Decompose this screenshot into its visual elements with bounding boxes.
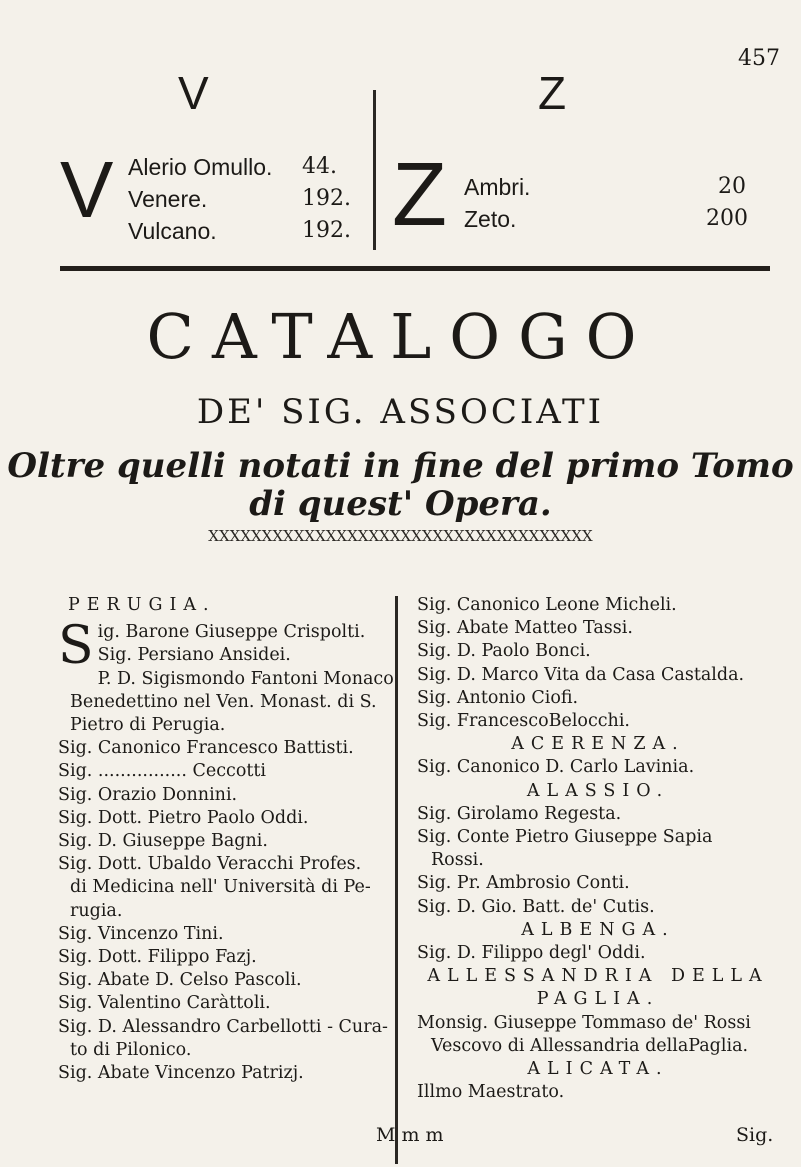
italic-line-2: di quest' Opera. [249,484,552,524]
entry-line: Sig. D. Alessandro Carbellotti - Cura- [58,1016,388,1037]
dropcap-v: V [60,145,114,234]
entry-line: Sig. Girolamo Regesta. [417,803,622,824]
entry-line: P. D. Sigismondo Fantoni Monaco [97,668,394,689]
italic-line-1: Oltre quelli notati in fine del primo Tomo [7,446,794,486]
city-heading: ALICATA. [527,1059,669,1080]
entry-line: Vescovo di Allessandria dellaPaglia. [431,1035,749,1056]
v-entry-name: Venere. [128,186,208,212]
page-number: 457 [738,46,780,71]
z-entry-value: 20 [718,174,746,199]
left-column [58,594,394,1085]
entry-line: Sig. D. Marco Vita da Casa Castalda. [417,664,745,685]
entry-line: Sig. D. Gio. Batt. de' Cutis. [417,896,655,917]
entry-line: Pietro di Perugia. [70,715,226,736]
page-subtitle: DE' SIG. ASSOCIATI [196,392,605,432]
entry-line: di Medicina nell' Università di Pe- [70,877,371,898]
z-entry-value: 200 [706,206,748,231]
column-divider [395,596,398,1164]
entry-line: Sig. Canonico D. Carlo Lavinia. [417,757,695,778]
entry-line: Sig. Abate D. Celso Pascoli. [58,970,302,991]
entry-line: Sig. D. Filippo degl' Oddi. [417,943,646,964]
first-entry [58,616,376,677]
entry-line: ig. Barone Giuseppe Crispolti. [97,622,366,643]
header-rule [60,266,770,271]
section-letter-v: V [178,67,209,119]
entry-line: Illmo Maestrato. [417,1082,565,1103]
signature-mark: M m m [376,1124,444,1146]
section-letter-z: Z [538,67,567,119]
v-entry-value: 192. [302,218,351,243]
entry-line: Sig. Antonio Ciofi. [417,687,579,708]
entry-line: Sig. Pr. Ambrosio Conti. [417,873,630,894]
v-entry-name: Vulcano. [128,218,217,244]
entry-line: Rossi. [431,850,484,871]
entry-line: Sig. Abate Vincenzo Patrizj. [58,1063,304,1084]
page-title: CATALOGO [146,300,655,373]
dropcap-z: Z [392,145,447,245]
city-heading: PERUGIA. [68,595,216,615]
entry-line: Sig. FrancescoBelocchi. [417,711,630,732]
dropcap-s: S [58,616,94,677]
city-heading: ACERENZA. [511,734,685,755]
entry-line: Sig. Orazio Donnini. [58,784,238,805]
entry-line: Sig. Dott. Ubaldo Veracchi Profes. [58,854,362,875]
v-entry-name: Alerio Omullo. [128,154,273,180]
entry-line: Sig. Dott. Filippo Fazj. [58,947,257,968]
city-heading: ALLESSANDRIA DELLA [427,966,769,987]
entry-line: Sig. D. Paolo Bonci. [417,641,591,662]
right-column [417,594,779,1104]
entry-line: Sig. Abate Matteo Tassi. [417,618,633,639]
v-entry-value: 44. [302,154,337,179]
entry-line: Sig. Dott. Pietro Paolo Oddi. [58,807,309,828]
city-heading: ALBENGA. [521,919,675,940]
entry-line: Sig. Valentino Caràttoli. [58,993,271,1014]
top-column-divider [373,90,376,250]
entry-line: Sig. Vincenzo Tini. [58,923,224,944]
entry-line: Benedettino nel Ven. Monast. di S. [70,691,377,712]
ornament-border: XXXXXXXXXXXXXXXXXXXXXXXXXXXXXXXXXXXX [208,527,593,545]
entry-line: rugia. [70,900,123,921]
entry-line: Monsig. Giuseppe Tommaso de' Rossi [417,1012,751,1033]
entry-line: to di Pilonico. [70,1039,192,1060]
entry-line: Sig. Canonico Leone Micheli. [417,595,677,615]
catchword: Sig. [736,1124,774,1146]
city-heading: PAGLIA. [536,989,660,1010]
entry-line: Sig. ................ Ceccotti [58,761,267,782]
z-entry-name: Ambri. [464,174,531,200]
city-heading: ALASSIO. [526,780,670,801]
v-entry-value: 192. [302,186,351,211]
entry-line: Sig. Conte Pietro Giuseppe Sapia [417,827,713,848]
z-entry-name: Zeto. [464,206,517,232]
entry-line: Sig. Canonico Francesco Battisti. [58,738,354,759]
entry-line: Sig. D. Giuseppe Bagni. [58,831,268,852]
entry-line: Sig. Persiano Ansidei. [97,645,291,666]
